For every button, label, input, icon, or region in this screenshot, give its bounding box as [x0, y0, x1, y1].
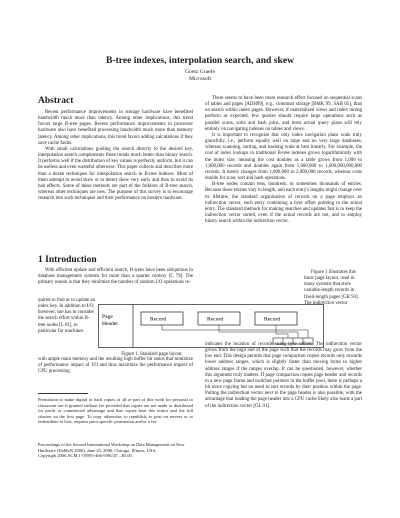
paper-title: B-tree indexes, interpolation search, and skew — [105, 55, 295, 66]
proceedings-text: Proceedings of the Second International Workshop on Data Management on New Hardware (DaMoN 2006), June 25, 2006, Chicago, Illinois, USA. — [38, 442, 185, 453]
abstract-paragraph: With small calculations guiding the search directly to the desired key, interpolation search complements these trends much better than binary search. It performs well if the distribution of key values is perfectly uniform, but it can be useless and even wasteful otherwise. This paper collects and describes more than a dozen techniques for interpolation search in B-tree indexes. Most of them attempt to avoid skew or to detect skew very early and then to avoid its bad effects. Some of these methods are part of the folklore of B-tree search, whereas other techniques are new. The purpose of this survey is to encourage research into such techniques and their performance on modern hardware. — [38, 146, 193, 202]
intro-wrap-text — [38, 298, 96, 335]
body-paragraph: indicates the location of records using byte offsets. The indirection vector grows from the high end of the page such that the records may grow from the low end. This design permits that page compaction copies records only towards lower address ranges, which is slightly faster than moving bytes to higher address ranges if the ranges overlap. It can be questioned, however, whether this argument truly matters. If page compaction copies page header and records to a new page frame and switches pointers in the buffer pool, there is perhaps a bit more copying but no need to sort records by their position within the page. Putting the indirection vector next to the page header is also possible, with the advantage that loading the page header into a CPU cache likely also loads a part of the indirection vector [GL 01]. — [205, 342, 362, 409]
record-label: Record — [150, 316, 167, 323]
copyright-text: Copyright 2006 ACM 1-59593-466-9/06/25 ...$5.00. — [38, 453, 133, 459]
footnote-rule — [38, 393, 88, 394]
pointer-arrow — [162, 325, 308, 338]
page-header-word: Header — [102, 321, 119, 327]
body-paragraph: Figure 1 illustrates this basic page layout, used in many systems that store variable-length records in fixed-length pages [GR 93]. The indirection vector — [304, 270, 359, 306]
body-paragraph: There seems to have been more research effort focused on sequential scans of tables and pages [ADH99], e.g., columnar storage [BMK 99, SAB 05], than on search within index pages. However, if materialized views and index tuning perform as expected, few queries should require large operations such as parallel scans, sorts and hash joins, and most actual query plans will rely entirely on navigating indexes on tables and views. — [205, 96, 362, 132]
intro-paragraph: With efficient update and efficient search, B-trees have been ubiquitous in database management systems for more than a quarter century [C 79]. The primary reason is that they minimize the number of random I/O operations re- — [38, 268, 193, 286]
intro-continued — [38, 357, 193, 375]
introduction-heading: 1 Introduction — [38, 255, 97, 265]
body-paragraph: B-tree nodes contain tens, hundreds, or sometimes thousands of entries. Because these entries vary in length, and each entry's lengths might change over its lifetime, the standard organization of records on a page employs an indirection vector, each entry containing a byte offset pointing to the actual entry. The standard methods for making searches and updates fast is to keep the indirection vector sorted, even if the actual records are not, and to employ binary search within the indirection vector. — [205, 182, 362, 225]
record-label: Record — [207, 316, 224, 323]
permission-footnote — [38, 397, 193, 425]
record-label: Record — [264, 316, 281, 323]
page-header-word: Page — [102, 314, 113, 320]
body-paragraph: It is important to recognize that only index navigation plans scale truly gracefully, i.e., perform equally well on large and on very large databases, whereas scanning, sorting, and hashing scale at best linearly. For example, the cost of index lookups in traditional B-tree indexes grows logarithmically with the index size, meaning the cost doubles as a table grows from 1,000 to 1,000,000 records and doubles again from 1,000,000 to 1,000,000,000,000 records. It barely changes from 1,000,000 to 2,000,000 records, whereas costs double for scan, sort and hash operations. — [205, 132, 362, 182]
pointer-arrow — [276, 325, 288, 338]
intro-paragraph: with ample main memory and the resulting high buffer hit ratios that minimize of performance impact of I/O and thus maximize the performance impact of CPU processing. — [38, 357, 193, 375]
right-column-body — [205, 96, 362, 225]
right-column-continued — [205, 342, 362, 410]
permission-text: Permission to make digital or hard copies of all or part of this work for personal or classroom use is granted without fee provided that copies are not made or distributed for profit or commercial advantage and that copies bear this notice and the full citation on the first page. To copy otherwise, to republish, to post on servers or to redistribute to lists, requires prior specific permission and/or a fee. — [38, 397, 193, 425]
intro-body — [38, 268, 193, 286]
figure-caption: Figure 1. Standard page layout. — [121, 352, 183, 357]
pointer-arrow — [219, 325, 298, 338]
abstract-body — [38, 110, 193, 202]
abstract-heading: Abstract — [38, 96, 74, 106]
figure-side-text — [304, 270, 362, 307]
abstract-paragraph: Recent performance improvements in storage hardware have benefited bandwidth much more than latency. Among other implications, this trend favors large B-tree pages. Recent performance improvements in processor hardware also have benefited processing bandwidth much more than memory latency. Among other implications, this trend favors adding calculations if they save cache faults. — [38, 110, 193, 146]
proceedings-footnote — [38, 442, 193, 459]
author-affiliation: Microsoft — [188, 76, 212, 82]
intro-wrap-paragraph: quired to find or to update an index key. In addition to I/O, however, use has to consider the search effort within B-tree nodes [L 01], in particular for machines — [38, 298, 96, 334]
author-name: Goetz Graefe — [185, 69, 215, 75]
page-header-label — [102, 314, 118, 327]
